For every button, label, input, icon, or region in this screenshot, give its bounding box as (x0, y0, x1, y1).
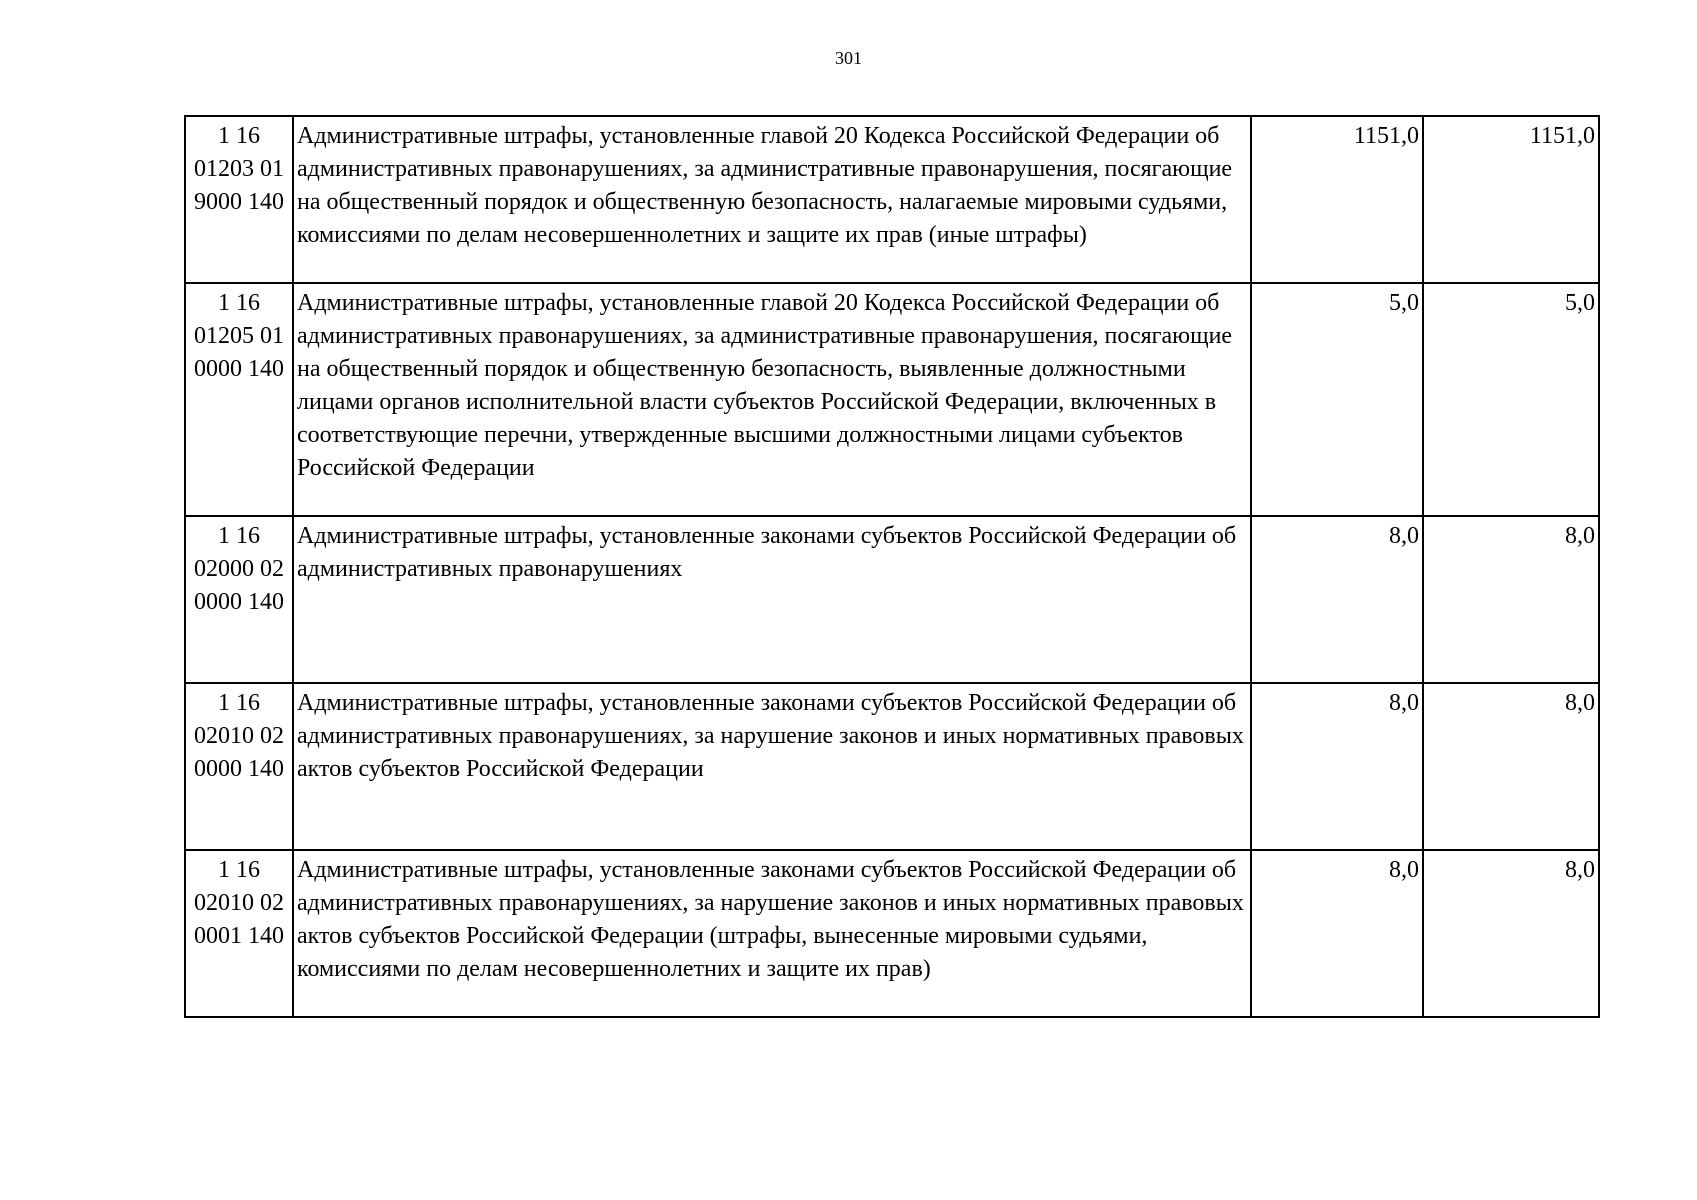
revenue-name-cell: Административные штрафы, установленные законами субъектов Российской Федерации об административных правонарушениях, за нарушение законов и иных нормативных правовых актов субъектов Российской Федерации (293, 683, 1251, 850)
table-row (185, 850, 1599, 1017)
table-row (185, 283, 1599, 516)
amount-cell-2: 1151,0 (1423, 116, 1599, 283)
revenue-name-cell: Административные штрафы, установленные главой 20 Кодекса Российской Федерации об административных правонарушениях, за административные правонарушения, посягающие на общественный порядок и общественную безопасность, выявленные должностными лицами органов исполнительной власти субъектов Российской Федерации, включенных в соответствующие перечни, утвержденные высшими должностными лицами субъектов Российской Федерации (293, 283, 1251, 516)
table-row (185, 116, 1599, 283)
budget-code-cell: 1 16 01205 01 0000 140 (185, 283, 293, 516)
amount-cell-2: 8,0 (1423, 516, 1599, 683)
revenue-name-cell: Административные штрафы, установленные законами субъектов Российской Федерации об административных правонарушениях, за нарушение законов и иных нормативных правовых актов субъектов Российской Федерации (штрафы, вынесенные мировыми судьями, комиссиями по делам несовершеннолетних и защите их прав) (293, 850, 1251, 1017)
budget-code-cell: 1 16 02010 02 0001 140 (185, 850, 293, 1017)
amount-cell-2: 8,0 (1423, 683, 1599, 850)
table-row (185, 516, 1599, 683)
amount-cell-1: 8,0 (1251, 683, 1423, 850)
amount-cell-2: 8,0 (1423, 850, 1599, 1017)
amount-cell-1: 1151,0 (1251, 116, 1423, 283)
budget-revenue-table (184, 115, 1600, 1018)
page-number: 301 (835, 48, 862, 68)
budget-code-cell: 1 16 02000 02 0000 140 (185, 516, 293, 683)
revenue-name-cell: Административные штрафы, установленные законами субъектов Российской Федерации об административных правонарушениях (293, 516, 1251, 683)
amount-cell-1: 8,0 (1251, 850, 1423, 1017)
amount-cell-1: 8,0 (1251, 516, 1423, 683)
budget-code-cell: 1 16 01203 01 9000 140 (185, 116, 293, 283)
amount-cell-2: 5,0 (1423, 283, 1599, 516)
table-row (185, 683, 1599, 850)
budget-code-cell: 1 16 02010 02 0000 140 (185, 683, 293, 850)
revenue-name-cell: Административные штрафы, установленные главой 20 Кодекса Российской Федерации об административных правонарушениях, за административные правонарушения, посягающие на общественный порядок и общественную безопасность, налагаемые мировыми судьями, комиссиями по делам несовершеннолетних и защите их прав (иные штрафы) (293, 116, 1251, 283)
amount-cell-1: 5,0 (1251, 283, 1423, 516)
